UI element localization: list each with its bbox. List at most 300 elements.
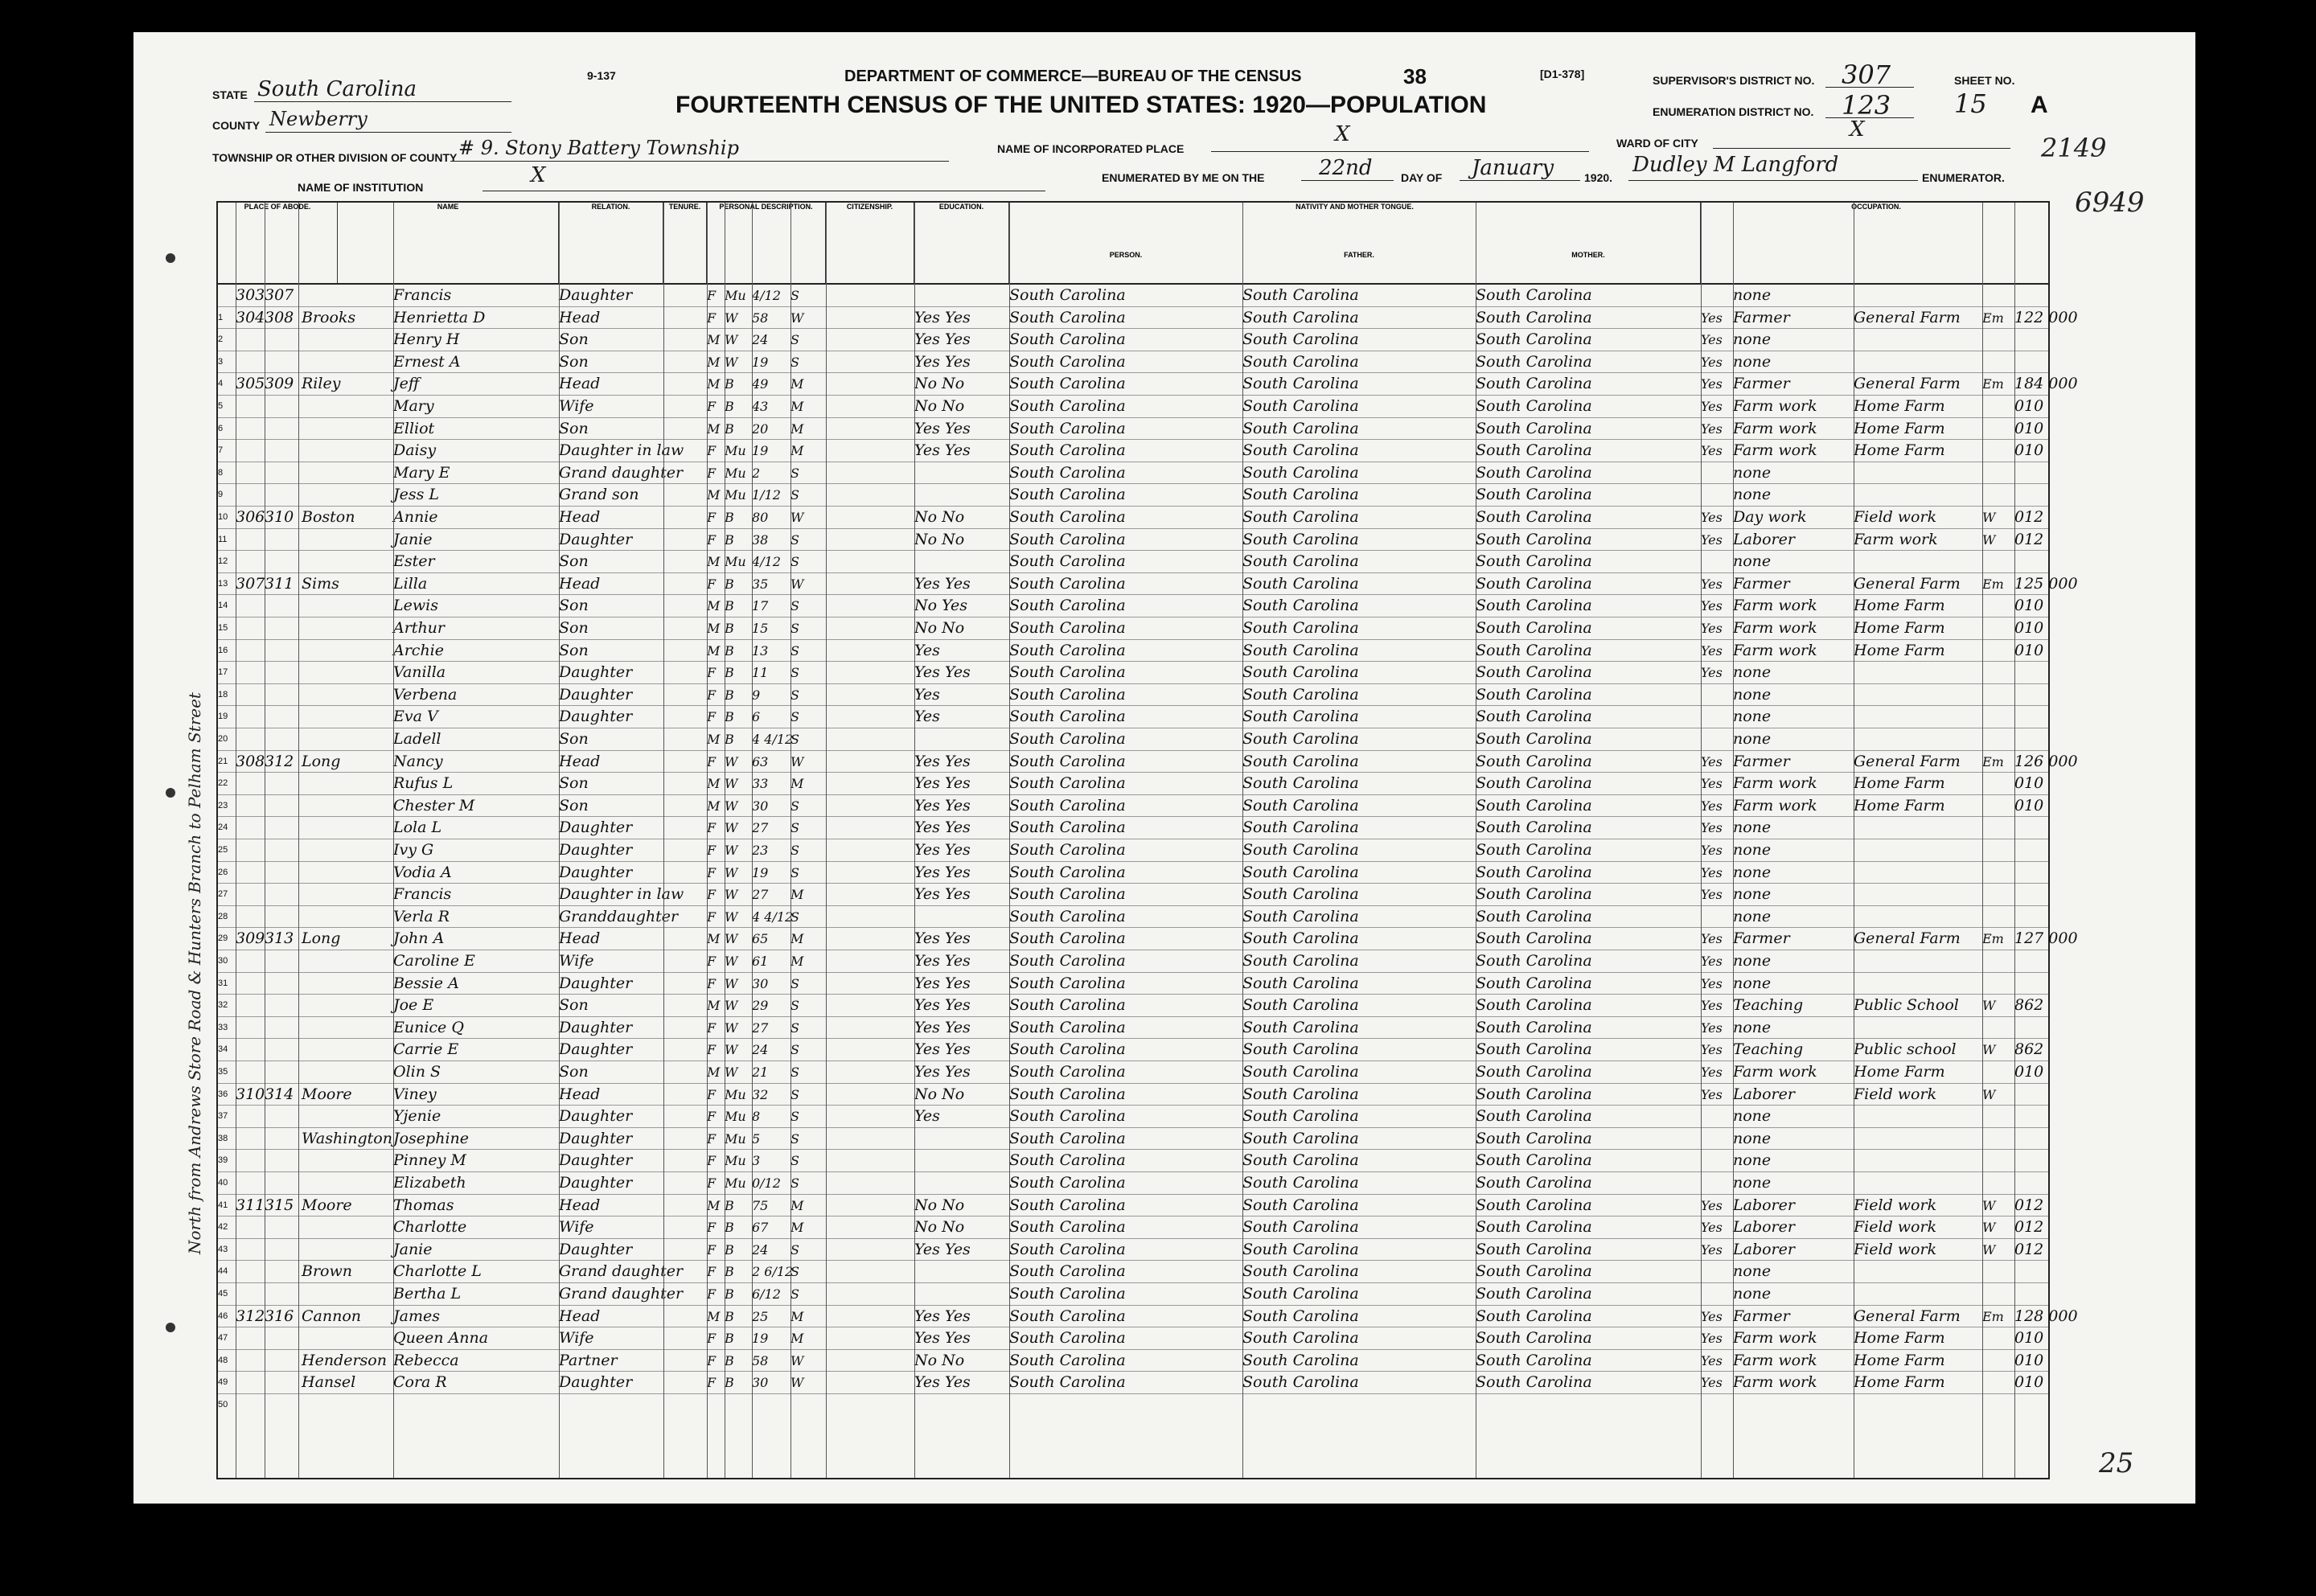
surname — [302, 906, 390, 928]
given-name: Carrie E — [393, 1040, 459, 1059]
relation: Daughter — [559, 1107, 633, 1126]
race: B — [725, 510, 734, 525]
family-number — [265, 950, 297, 972]
father-birthplace: South Carolina — [1242, 819, 1359, 837]
given-name: Daisy — [393, 441, 437, 460]
race: W — [725, 332, 738, 348]
surname: Riley — [302, 375, 341, 393]
age: 4 4/12 — [752, 732, 794, 747]
family-number — [265, 418, 297, 440]
father-birthplace: South Carolina — [1242, 286, 1359, 304]
code — [2014, 1017, 2051, 1039]
father-birthplace: South Carolina — [1242, 730, 1359, 748]
industry: General Farm — [1854, 752, 1961, 770]
occupation: Day work — [1733, 508, 1807, 526]
col-group-personal: PERSONAL DESCRIPTION. — [707, 203, 826, 283]
surname — [302, 1172, 390, 1194]
family-number — [265, 862, 297, 884]
table-row — [218, 329, 2048, 351]
family-number: 307 — [265, 286, 294, 304]
marital-status: M — [790, 443, 804, 459]
code — [2014, 1128, 2051, 1150]
marital-status: S — [790, 1020, 799, 1036]
family-number: 311 — [265, 574, 294, 593]
industry: General Farm — [1854, 375, 1961, 393]
mother-birthplace: South Carolina — [1476, 619, 1592, 637]
col-group-citizenship: CITIZENSHIP. — [826, 203, 914, 283]
given-name: John A — [393, 929, 445, 948]
occupation: none — [1733, 486, 1772, 504]
code — [2014, 1106, 2051, 1127]
row-number: 40 — [218, 1178, 228, 1188]
race: B — [725, 598, 734, 614]
age: 33 — [752, 776, 769, 792]
race: W — [725, 954, 738, 969]
age: 4/12 — [752, 288, 781, 303]
institution-label: NAME OF INSTITUTION — [298, 181, 424, 194]
family-number — [265, 1261, 297, 1282]
relation: Daughter — [559, 663, 633, 682]
industry: Public school — [1854, 1040, 1957, 1059]
employment-class: Em — [1982, 753, 2004, 769]
surname — [302, 1150, 390, 1171]
surname — [302, 462, 390, 484]
marital-status: S — [790, 642, 799, 659]
surname — [302, 1039, 390, 1061]
relation: Grand daughter — [559, 463, 684, 482]
table-row — [218, 396, 2048, 418]
race: B — [725, 732, 734, 747]
birthplace: South Carolina — [1009, 1218, 1126, 1237]
row-number: 26 — [218, 867, 228, 877]
age: 17 — [752, 598, 769, 614]
birthplace: South Carolina — [1009, 952, 1126, 970]
employment-class — [1982, 285, 2014, 306]
birthplace: South Carolina — [1009, 663, 1126, 682]
father-birthplace: South Carolina — [1242, 1373, 1359, 1392]
sex: M — [707, 776, 721, 792]
father-birthplace: South Carolina — [1242, 1063, 1359, 1081]
family-number — [265, 995, 297, 1016]
house-number — [236, 462, 265, 484]
occupation: none — [1733, 1107, 1772, 1126]
occupation: Farmer — [1733, 574, 1790, 593]
surname — [302, 973, 390, 995]
race: Mu — [725, 1153, 746, 1169]
father-birthplace: South Carolina — [1242, 508, 1359, 526]
surname — [302, 1106, 390, 1127]
table-row — [218, 373, 2078, 396]
given-name: Queen Anna — [393, 1329, 489, 1348]
father-birthplace: South Carolina — [1242, 1107, 1359, 1126]
age: 19 — [752, 354, 769, 370]
mother-birthplace: South Carolina — [1476, 1107, 1592, 1126]
sex: F — [707, 443, 717, 459]
age: 24 — [752, 332, 769, 348]
occupation: Farmer — [1733, 929, 1790, 948]
education: No No — [914, 1351, 965, 1369]
race: B — [725, 687, 734, 703]
sex: M — [707, 376, 721, 392]
house-number — [236, 795, 265, 817]
occupation: Farm work — [1733, 597, 1817, 615]
mother-birthplace: South Carolina — [1476, 1129, 1592, 1147]
birthplace: South Carolina — [1009, 774, 1126, 793]
age: 2 6/12 — [752, 1264, 794, 1280]
surname: Washington — [302, 1129, 392, 1147]
given-name: Jeff — [393, 375, 420, 393]
table-row — [218, 1216, 2048, 1239]
father-birthplace: South Carolina — [1242, 397, 1359, 415]
surname — [302, 1283, 390, 1305]
corner-number: 2149 — [2041, 133, 2107, 163]
mother-birthplace: South Carolina — [1476, 1373, 1592, 1392]
sex: F — [707, 887, 717, 903]
employment-class — [1982, 351, 2014, 373]
occupation: none — [1733, 1151, 1772, 1170]
employment-class — [1982, 1283, 2014, 1305]
code — [2014, 1084, 2051, 1106]
house-number: 309 — [236, 929, 265, 948]
relation: Head — [559, 375, 601, 393]
birthplace: South Carolina — [1009, 597, 1126, 615]
education: No No — [914, 1085, 965, 1103]
margin-note: North from Andrews Store Road & Hunters Branch to Pelham Street — [185, 692, 204, 1254]
family-number — [265, 1283, 297, 1305]
row-number: 11 — [218, 534, 228, 544]
occupation: none — [1733, 352, 1772, 371]
sex: F — [707, 288, 717, 303]
code: 010 — [2014, 641, 2044, 659]
surname — [302, 617, 390, 639]
house-number — [236, 1039, 265, 1061]
father-birthplace: South Carolina — [1242, 974, 1359, 992]
education: Yes Yes — [914, 663, 971, 682]
industry — [1854, 1128, 1982, 1150]
given-name: Francis — [393, 286, 452, 304]
row-number: 23 — [218, 800, 228, 810]
occupation: Laborer — [1733, 1240, 1795, 1258]
table-row — [218, 285, 2048, 307]
sex: F — [707, 576, 717, 592]
speaks-english — [1701, 906, 1733, 928]
age: 25 — [752, 1308, 769, 1324]
given-name: Arthur — [393, 619, 445, 637]
marital-status: M — [790, 887, 804, 903]
surname — [302, 329, 390, 351]
industry — [1854, 462, 1982, 484]
row-number: 48 — [218, 1355, 228, 1365]
house-number — [236, 662, 265, 683]
row-number: 28 — [218, 911, 228, 921]
birthplace: South Carolina — [1009, 885, 1126, 904]
marital-status: W — [790, 753, 804, 769]
industry — [1854, 484, 1982, 506]
table-row — [218, 1084, 2048, 1106]
mother-birthplace: South Carolina — [1476, 574, 1592, 593]
given-name: Lola L — [393, 819, 442, 837]
surname — [302, 484, 390, 506]
race: Mu — [725, 1109, 746, 1125]
age: 27 — [752, 887, 769, 903]
education — [914, 484, 1009, 506]
row-number: 10 — [218, 512, 228, 522]
speaks-english: Yes — [1701, 1042, 1723, 1058]
sheet-letter: A — [2031, 92, 2048, 118]
surname — [302, 795, 390, 817]
table-row — [218, 995, 2048, 1017]
row-number: 14 — [218, 601, 228, 611]
relation: Son — [559, 730, 589, 748]
industry — [1854, 662, 1982, 683]
age: 58 — [752, 1352, 769, 1368]
employment-class: W — [1982, 1220, 1996, 1236]
mother-birthplace: South Carolina — [1476, 752, 1592, 770]
industry: General Farm — [1854, 1307, 1961, 1325]
column-divider — [663, 203, 664, 1478]
speaks-english: Yes — [1701, 954, 1723, 969]
birthplace: South Carolina — [1009, 974, 1126, 992]
race: B — [725, 665, 734, 681]
relation: Daughter — [559, 1040, 633, 1059]
occupation: Farm work — [1733, 1373, 1817, 1392]
education — [914, 1150, 1009, 1171]
code — [2014, 706, 2051, 728]
education: Yes Yes — [914, 819, 971, 837]
father-birthplace: South Carolina — [1242, 774, 1359, 793]
employment-class — [1982, 484, 2014, 506]
mother-birthplace: South Carolina — [1476, 641, 1592, 659]
birthplace: South Carolina — [1009, 685, 1126, 704]
father-birthplace: South Carolina — [1242, 996, 1359, 1015]
education: Yes Yes — [914, 996, 971, 1015]
race: B — [725, 1375, 734, 1391]
table-row — [218, 640, 2048, 663]
mother-birthplace: South Carolina — [1476, 929, 1592, 948]
occupation: Laborer — [1733, 530, 1795, 548]
state-value: South Carolina — [257, 77, 417, 101]
table-row — [218, 928, 2078, 950]
relation: Son — [559, 774, 589, 793]
birthplace: South Carolina — [1009, 730, 1126, 748]
education: No No — [914, 1196, 965, 1214]
age: 5 — [752, 1130, 761, 1147]
race: B — [725, 642, 734, 659]
father-birthplace: South Carolina — [1242, 1351, 1359, 1369]
supervisor-value: 307 — [1842, 59, 1891, 90]
speaks-english — [1701, 728, 1733, 750]
father-birthplace: South Carolina — [1242, 952, 1359, 970]
family-number — [265, 1039, 297, 1061]
marital-status: M — [790, 931, 804, 947]
code — [2014, 906, 2051, 928]
marital-status: W — [790, 576, 804, 592]
given-name: Pinney M — [393, 1151, 466, 1170]
surname — [302, 950, 390, 972]
industry: Home Farm — [1854, 641, 1945, 659]
sex: M — [707, 1308, 721, 1324]
age: 4/12 — [752, 554, 781, 570]
col-group-education: EDUCATION. — [914, 203, 1009, 283]
mother-birthplace: South Carolina — [1476, 663, 1592, 682]
birthplace: South Carolina — [1009, 1373, 1126, 1392]
table-row — [218, 1261, 2048, 1283]
race: W — [725, 998, 738, 1014]
birthplace: South Carolina — [1009, 641, 1126, 659]
father-birthplace: South Carolina — [1242, 1218, 1359, 1237]
table-row — [218, 773, 2048, 795]
row-number: 41 — [218, 1200, 228, 1210]
marital-status: S — [790, 332, 799, 348]
row-number: 36 — [218, 1089, 228, 1099]
father-birthplace: South Carolina — [1242, 885, 1359, 904]
marital-status: S — [790, 843, 799, 858]
race: W — [725, 975, 738, 991]
relation: Son — [559, 330, 589, 349]
birthplace: South Carolina — [1009, 1018, 1126, 1036]
birthplace: South Carolina — [1009, 1351, 1126, 1369]
race: W — [725, 931, 738, 947]
page-title: FOURTEENTH CENSUS OF THE UNITED STATES: 1920—POPULATION — [676, 92, 1487, 118]
sex: M — [707, 332, 721, 348]
code: 010 — [2014, 1329, 2044, 1348]
house-number — [236, 973, 265, 995]
age: 29 — [752, 998, 769, 1014]
house-number — [236, 1261, 265, 1282]
surname: Moore — [302, 1196, 352, 1214]
relation: Head — [559, 929, 601, 948]
family-number — [265, 662, 297, 683]
sex: F — [707, 1375, 717, 1391]
industry — [1854, 285, 1982, 306]
code — [2014, 484, 2051, 506]
given-name: Elliot — [393, 419, 435, 437]
occupation: Farm work — [1733, 419, 1817, 437]
given-name: Ivy G — [393, 841, 434, 859]
row-number: 46 — [218, 1311, 228, 1321]
sex: M — [707, 554, 721, 570]
code: 128 000 — [2014, 1307, 2078, 1325]
binder-hole — [166, 1323, 175, 1332]
mother-birthplace: South Carolina — [1476, 907, 1592, 925]
col-group-occupation: OCCUPATION. — [1851, 203, 1901, 211]
marital-status: M — [790, 954, 804, 969]
education: Yes Yes — [914, 885, 971, 904]
row-number: 50 — [218, 1400, 228, 1409]
given-name: Yjenie — [393, 1107, 441, 1126]
education: Yes Yes — [914, 1240, 971, 1258]
employment-class — [1982, 1327, 2014, 1349]
family-number — [265, 640, 297, 662]
marital-status: S — [790, 531, 799, 548]
industry: Farm work — [1854, 530, 1938, 548]
column-divider — [393, 203, 394, 1478]
race: B — [725, 1197, 734, 1213]
occupation: Farmer — [1733, 752, 1790, 770]
institution-value: X — [531, 163, 546, 187]
county-label: COUNTY — [212, 119, 261, 132]
education: Yes Yes — [914, 441, 971, 460]
relation: Daughter in law — [559, 441, 684, 460]
relation: Daughter — [559, 819, 633, 837]
education: Yes Yes — [914, 419, 971, 437]
surname: Sims — [302, 574, 339, 593]
industry: Home Farm — [1854, 1351, 1945, 1369]
surname — [302, 418, 390, 440]
birthplace: South Carolina — [1009, 286, 1126, 304]
education: Yes — [914, 685, 940, 704]
surname — [302, 662, 390, 683]
industry: Field work — [1854, 1196, 1937, 1214]
employment-class — [1982, 418, 2014, 440]
family-number — [265, 529, 297, 551]
table-row — [218, 440, 2048, 462]
father-birthplace: South Carolina — [1242, 1040, 1359, 1059]
mother-birthplace: South Carolina — [1476, 996, 1592, 1015]
code: 010 — [2014, 597, 2044, 615]
house-number — [236, 1150, 265, 1171]
given-name: Charlotte — [393, 1218, 467, 1237]
employment-class — [1982, 773, 2014, 794]
speaks-english: Yes — [1701, 598, 1723, 614]
family-number — [265, 1327, 297, 1349]
age: 1/12 — [752, 487, 781, 503]
birthplace: South Carolina — [1009, 441, 1126, 460]
house-number — [236, 396, 265, 417]
table-row — [218, 529, 2048, 552]
page-stamp: 38 — [1403, 64, 1427, 88]
industry — [1854, 1283, 1982, 1305]
birthplace: South Carolina — [1009, 752, 1126, 770]
given-name: Ester — [393, 552, 435, 571]
row-number: 45 — [218, 1289, 228, 1299]
education: Yes Yes — [914, 1018, 971, 1036]
surname: Long — [302, 752, 341, 770]
relation: Daughter — [559, 841, 633, 859]
marital-status: S — [790, 1130, 799, 1147]
row-number: 25 — [218, 845, 228, 855]
incorporated-label: NAME OF INCORPORATED PLACE — [997, 142, 1185, 155]
industry — [1854, 1017, 1982, 1039]
house-number: 305 — [236, 375, 265, 393]
family-number — [265, 1372, 297, 1393]
surname — [302, 529, 390, 551]
row-number: 31 — [218, 978, 228, 988]
marital-status: M — [790, 421, 804, 437]
marital-status: S — [790, 1286, 799, 1302]
father-birthplace: South Carolina — [1242, 330, 1359, 349]
race: B — [725, 421, 734, 437]
industry — [1854, 329, 1982, 351]
house-number — [236, 1172, 265, 1194]
row-number: 44 — [218, 1266, 228, 1277]
race: B — [725, 621, 734, 636]
employment-class — [1982, 462, 2014, 484]
father-birthplace: South Carolina — [1242, 375, 1359, 393]
code: 012 — [2014, 1196, 2044, 1214]
surname — [302, 817, 390, 839]
occupation: none — [1733, 730, 1772, 748]
family-number — [265, 551, 297, 572]
sex: F — [707, 954, 717, 969]
row-number: 29 — [218, 933, 228, 944]
relation: Son — [559, 796, 589, 814]
code — [2014, 351, 2051, 373]
education: Yes Yes — [914, 974, 971, 992]
industry: Home Farm — [1854, 397, 1945, 415]
industry — [1854, 1150, 1982, 1171]
given-name: Josephine — [393, 1129, 470, 1147]
